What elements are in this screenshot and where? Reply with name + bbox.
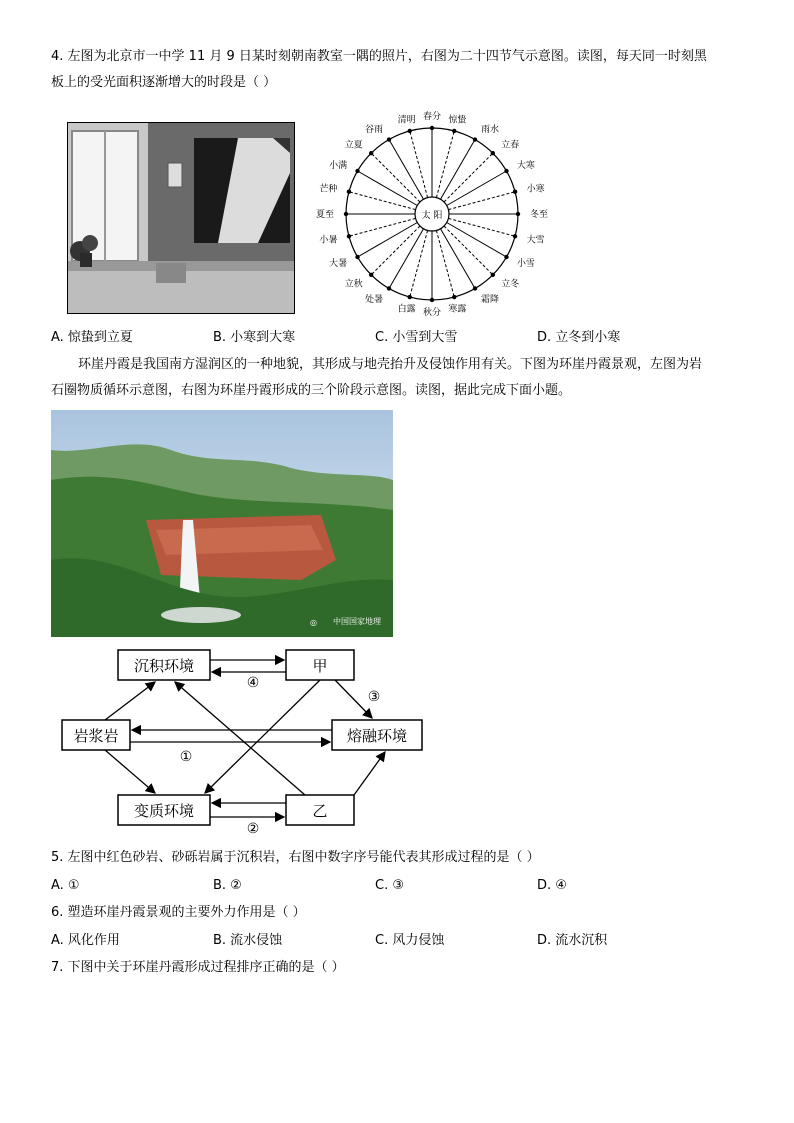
solar-term-label: 霜降: [481, 294, 500, 305]
solar-term-label: 夏至: [315, 210, 334, 220]
solar-term-label: 小满: [329, 161, 348, 171]
solar-term-spoke: [358, 171, 418, 206]
intro-line1: 环崖丹霞是我国南方湿润区的一种地貌，其形成与地壳抬升及侵蚀作用有关。下图为环崖丹霞景观，左图为岩: [78, 357, 703, 372]
wechat-icon: ◎: [310, 618, 317, 627]
solar-term-label: 小暑: [319, 235, 338, 246]
solar-term-label: 小雪: [516, 259, 535, 269]
solar-term-dot: [408, 295, 412, 299]
solar-term-spoke: [410, 230, 428, 297]
solar-term-label: 立秋: [344, 279, 363, 290]
q6-option-c[interactable]: C. 风力侵蚀: [375, 933, 445, 948]
label-sedimentary: 沉积环境: [133, 657, 195, 675]
q5-text: 5. 左图中红色砂岩、砂砾岩属于沉积岩，右图中数字序号能代表其形成过程的是（ ）: [51, 850, 540, 865]
solar-term-label: 大暑: [329, 259, 348, 269]
q5-option-c[interactable]: C. ③: [375, 878, 404, 893]
solar-term-label: 秋分: [422, 308, 442, 318]
process-number-3: ③: [367, 689, 381, 705]
solar-term-dot: [452, 295, 456, 299]
arrow-jia-to-meta: [205, 680, 320, 793]
solar-term-dot: [387, 286, 391, 290]
solar-term-label: 白露: [397, 304, 416, 315]
solar-term-label: 小寒: [526, 184, 545, 195]
q6-option-d[interactable]: D. 流水沉积: [537, 933, 608, 948]
solar-term-dot: [452, 129, 456, 133]
photo-watermark: 中国国家地理: [333, 617, 381, 626]
arrow-magma-to-sed: [105, 682, 155, 720]
solar-terms-diagram: [315, 108, 558, 318]
solar-term-dot: [473, 137, 477, 141]
solar-term-spoke: [349, 192, 416, 210]
q6-text: 6. 塑造环崖丹霞景观的主要外力作用是（ ）: [51, 905, 306, 920]
solar-term-dot: [369, 273, 373, 277]
solar-term-dot: [347, 234, 351, 238]
solar-term-spoke: [441, 229, 476, 289]
q7-text: 7. 下图中关于环崖丹霞形成过程排序正确的是（ ）: [51, 960, 345, 975]
solar-term-label: 清明: [397, 115, 416, 126]
solar-term-label: 大雪: [526, 235, 545, 246]
solar-term-spoke: [444, 153, 493, 202]
q4-option-a[interactable]: A. 惊蛰到立夏: [51, 330, 133, 345]
solar-term-spoke: [371, 226, 420, 275]
q4-line2: 板上的受光面积逐渐增大的时段是（ ）: [51, 75, 277, 90]
q5-option-a[interactable]: A. ①: [51, 878, 80, 893]
solar-term-dot: [347, 190, 351, 194]
solar-term-spoke: [371, 153, 420, 202]
solar-term-label: 立冬: [501, 279, 520, 290]
label-melting: 熔融环境: [346, 727, 408, 745]
solar-term-dot: [491, 273, 495, 277]
solar-term-spoke: [436, 131, 454, 198]
q4-option-c[interactable]: C. 小雪到大雪: [375, 330, 458, 345]
solar-term-dot: [513, 190, 517, 194]
solar-term-dot: [473, 286, 477, 290]
q6-option-a[interactable]: A. 风化作用: [51, 933, 120, 948]
solar-term-dot: [369, 151, 373, 155]
solar-term-dot: [516, 212, 520, 216]
arrow-jia-to-melt: [335, 680, 372, 718]
arrow-yi-to-melt: [354, 752, 385, 795]
solar-term-spoke: [444, 226, 493, 275]
solar-term-dot: [430, 298, 434, 302]
solar-term-label: 大寒: [516, 161, 535, 171]
solar-term-dot: [355, 169, 359, 173]
solar-term-spoke: [447, 223, 507, 258]
arrow-magma-to-meta: [105, 750, 155, 793]
q6-option-b[interactable]: B. 流水侵蚀: [213, 933, 283, 948]
intro-line2: 石圈物质循环示意图，右图为环崖丹霞形成的三个阶段示意图。读图，据此完成下面小题。: [51, 383, 572, 398]
solar-term-dot: [387, 137, 391, 141]
rock-cycle-diagram: [55, 645, 435, 835]
solar-term-spoke: [441, 140, 476, 200]
solar-term-spoke: [436, 230, 454, 297]
q4-option-b[interactable]: B. 小寒到大寒: [213, 330, 296, 345]
solar-term-label: 立夏: [344, 140, 363, 151]
danxia-landscape-photo: [51, 410, 393, 637]
solar-term-spoke: [358, 223, 418, 258]
solar-term-label: 处暑: [364, 294, 383, 305]
process-number-4: ④: [246, 675, 260, 691]
solar-term-dot: [430, 126, 434, 130]
label-yi: 乙: [312, 802, 328, 820]
solar-term-label: 立春: [501, 140, 520, 151]
solar-term-dot: [355, 255, 359, 259]
solar-term-dot: [344, 212, 348, 216]
solar-term-spoke: [389, 140, 424, 200]
q5-option-b[interactable]: B. ②: [213, 878, 242, 893]
solar-term-dot: [504, 169, 508, 173]
sun-label: 太 阳: [421, 211, 443, 221]
solar-term-spoke: [389, 229, 424, 289]
solar-term-label: 春分: [422, 112, 442, 122]
q4-option-d[interactable]: D. 立冬到小寒: [537, 330, 621, 345]
label-metamorphic: 变质环境: [133, 802, 195, 820]
solar-term-spoke: [448, 218, 515, 236]
solar-term-label: 惊蛰: [448, 115, 467, 126]
solar-term-label: 雨水: [481, 125, 500, 136]
solar-term-label: 寒露: [448, 304, 467, 315]
q4-line1: 4. 左图为北京市一中学 11 月 9 日某时刻朝南教室一隅的照片，右图为二十四节气示意图。读图，每天同一时刻黑: [51, 49, 707, 64]
process-number-2: ②: [246, 821, 260, 837]
solar-term-dot: [408, 129, 412, 133]
classroom-photo: [67, 122, 295, 314]
label-jia: 甲: [312, 657, 328, 675]
q5-option-d[interactable]: D. ④: [537, 878, 567, 893]
solar-term-spoke: [447, 171, 507, 206]
process-number-1: ①: [179, 749, 193, 765]
solar-term-dot: [504, 255, 508, 259]
label-magmatic-rock: 岩浆岩: [73, 727, 119, 745]
solar-term-label: 芒种: [319, 184, 338, 195]
arrow-yi-to-sed: [175, 682, 305, 795]
solar-term-label: 冬至: [530, 210, 549, 220]
solar-term-spoke: [349, 218, 416, 236]
solar-term-dot: [491, 151, 495, 155]
solar-term-spoke: [410, 131, 428, 198]
solar-term-label: 谷雨: [364, 125, 383, 136]
solar-term-dot: [513, 234, 517, 238]
solar-term-spoke: [448, 192, 515, 210]
